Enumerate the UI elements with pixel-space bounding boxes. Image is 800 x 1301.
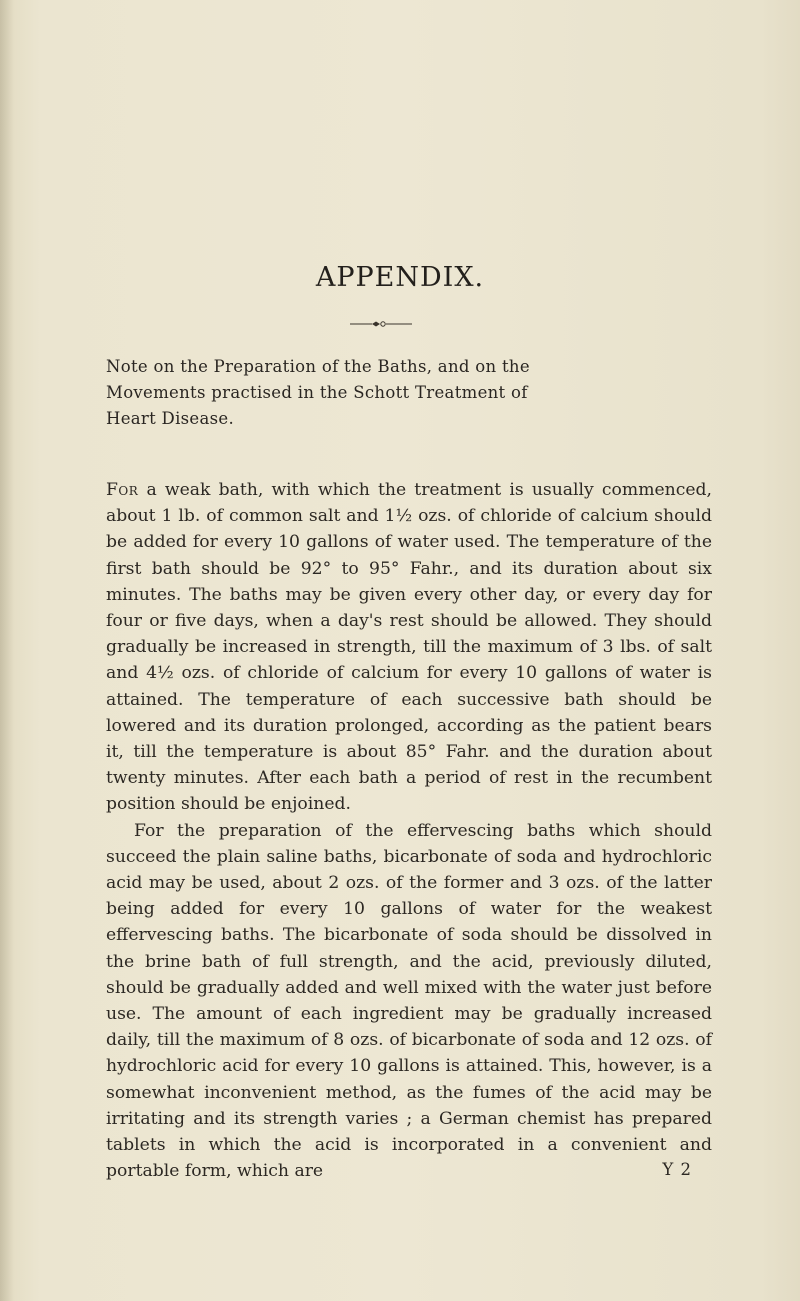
note-heading-line-3: Heart Disease. (106, 409, 235, 428)
note-heading (106, 354, 706, 432)
paragraph-1-text: a weak bath, with which the treatment is usually commenced, about 1 lb. of common salt and 1½ ozs. of chloride of calcium should be added for every 10 gallons of water used. The temperature of the first bath should be 92° to 95° Fahr., and its duration about six minutes. The baths may be given every other day, or every day for four or five days, when a day's rest should be allowed. They should gradually be increased in strength, till the maximum of 3 lbs. of salt and 4½ ozs. of chloride of calcium for every 10 gallons of water is attained. The temperature of each successive bath should be lowered and its duration prolonged, according as the patient bears it, till the temperature is about 85° Fahr. and the duration about twenty minutes. After each bath a period of rest in the recumbent position should be enjoined. (106, 480, 712, 815)
body-text (106, 477, 712, 1184)
signature-mark: Y 2 (662, 1160, 692, 1179)
paragraph-1-lead: For (106, 480, 139, 500)
note-heading-line-2: Movements practised in the Schott Treatment of (106, 383, 528, 402)
paragraph-2: For the preparation of the effervescing baths which should succeed the plain saline baths, bicarbonate of soda and hydrochloric acid may be used, about 2 ozs. of the former and 3 ozs. of the latter being added for every 10 gallons of water for the weakest effervescing baths. The bicarbonate of soda should be dissolved in the brine bath of full strength, and the acid, previously diluted, should be gradually added and well mixed with the water just before use. The amount of each ingredient may be gradually increased daily, till the maximum of 8 ozs. of bicarbonate of soda and 12 ozs. of hydrochloric acid for every 10 gallons is attained. This, however, is a somewhat inconvenient method, as the fumes of the acid may be irritating and its strength varies ; a German chemist has prepared tablets in which the acid is incorporated in a convenient and portable form, which are (106, 820, 712, 1182)
paragraph-1 (106, 477, 712, 818)
note-heading-line-1: Note on the Preparation of the Baths, and on the (106, 357, 530, 376)
gutter-shadow (0, 0, 14, 1301)
ornament-rule (350, 320, 412, 328)
appendix-title: APPENDIX. (315, 262, 485, 293)
